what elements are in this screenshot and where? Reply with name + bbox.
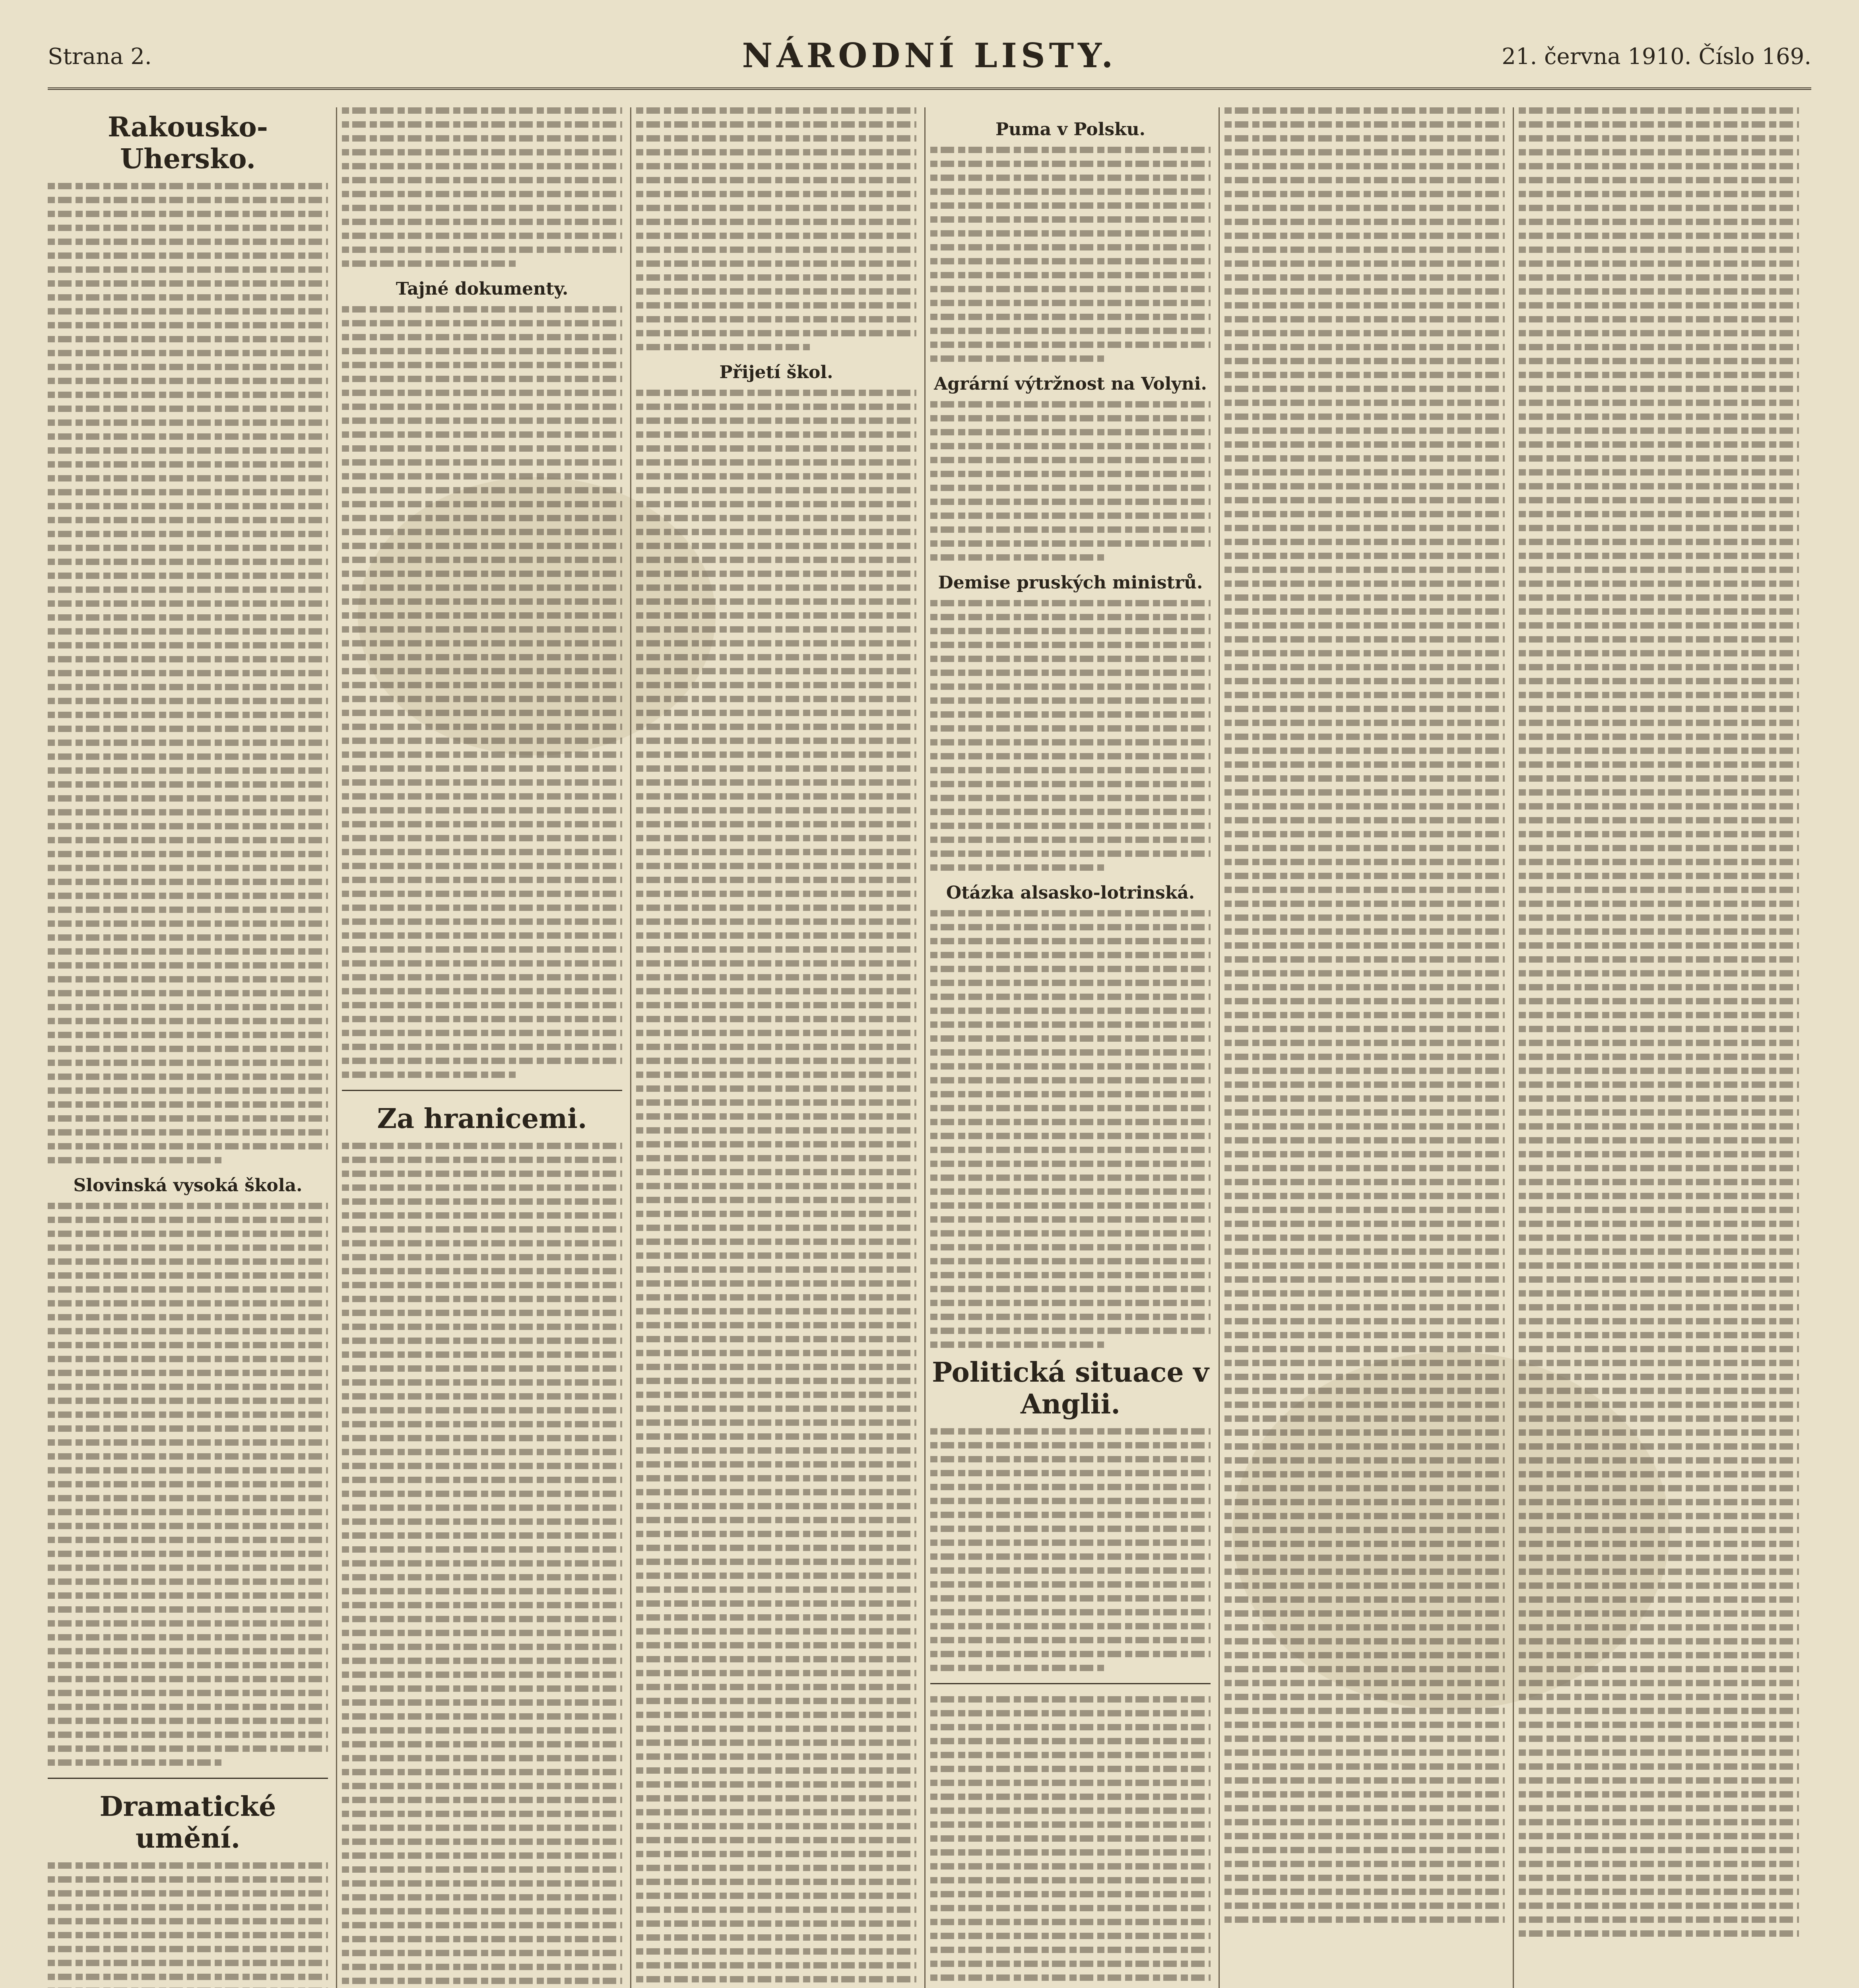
section-heading: Za hranicemi. [377,1103,587,1135]
date-issue: 21. června 1910. Číslo 169. [1502,44,1811,70]
section-heading: Dramatické umění. [99,1791,276,1854]
article-text [342,306,622,1078]
newspaper-title: NÁRODNÍ LISTY. [742,36,1117,75]
subsection-heading: Tajné dokumenty. [396,279,569,299]
newspaper-page [48,28,1811,1988]
subsection-heading: Slovinská vysoká škola. [73,1175,303,1196]
article-text [636,390,916,1988]
article-text [930,910,1211,1348]
article-text [930,401,1211,561]
article-text [930,1696,1211,1988]
column-6 [1519,107,1807,1988]
subsection-heading: Demise pruských ministrů. [938,573,1203,593]
article-text [930,600,1211,871]
article-text [930,1428,1211,1671]
article-text [930,147,1211,362]
article-text [636,107,916,350]
column-1 [48,107,337,1988]
article-text [342,107,622,267]
article-text [1519,107,1799,1937]
column-3 [636,107,926,1988]
columns [48,107,1811,1988]
column-rule [342,1090,622,1091]
subsection-heading: Přijetí škol. [719,362,833,382]
page-number: Strana 2. [48,44,152,70]
article-text [342,1143,622,1988]
subsection-heading: Puma v Polsku. [995,119,1145,140]
column-4 [930,107,1220,1988]
article-text [48,1862,328,1988]
section-heading: Rakousko-Uhersko. [107,111,268,175]
column-2 [342,107,631,1988]
masthead [48,28,1811,90]
article-text [48,183,328,1163]
section-heading: Politická situace v Anglii. [932,1357,1209,1420]
article-text [1224,107,1505,1923]
subsection-heading: Otázka alsasko-lotrinská. [946,883,1195,903]
column-rule [930,1683,1211,1684]
article-text [48,1203,328,1766]
column-5 [1224,107,1514,1988]
subsection-heading: Agrární výtržnost na Volyni. [934,374,1207,394]
column-rule [48,1778,328,1779]
